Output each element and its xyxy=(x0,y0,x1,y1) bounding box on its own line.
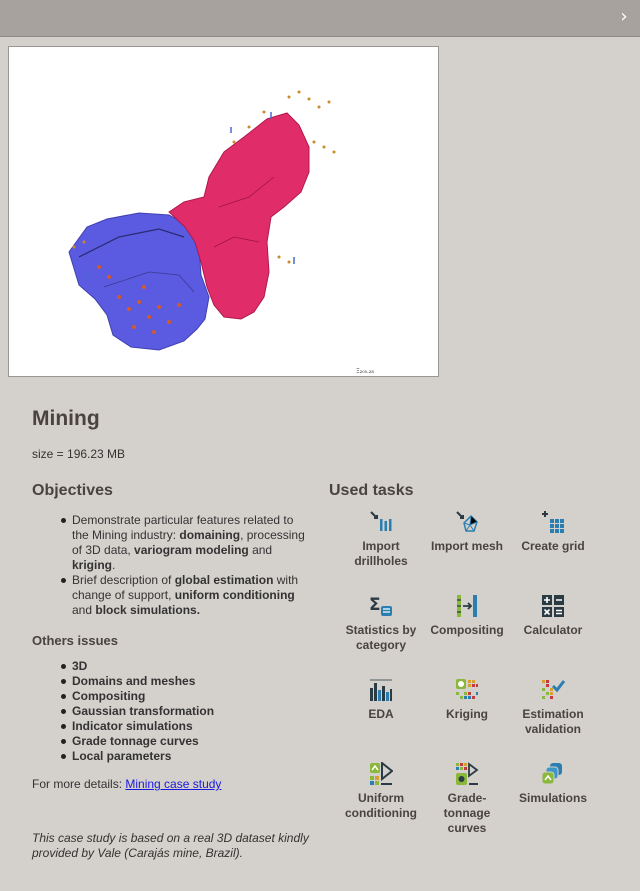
issue-item: Indicator simulations xyxy=(60,719,214,734)
task-compositing[interactable] xyxy=(427,594,507,638)
eda-icon xyxy=(369,678,393,702)
objective-keyword: uniform conditioning xyxy=(174,588,295,602)
task-import-mesh[interactable] xyxy=(427,510,507,554)
task-calculator[interactable] xyxy=(513,594,593,638)
task-label: Uniform conditioning xyxy=(345,791,417,820)
task-grade-tonnage-curves[interactable] xyxy=(427,762,507,836)
objective-keyword: block simulations. xyxy=(95,603,201,617)
svg-text:Σ: Σ xyxy=(369,595,381,615)
objective-keyword: variogram modeling xyxy=(134,543,249,557)
dataset-note: This case study is based on a real 3D dataset kindly provided by Vale (Carajás mine, Brazil). xyxy=(32,831,309,860)
top-bar xyxy=(0,0,640,37)
objective-text: and xyxy=(72,603,96,617)
issue-item: 3D xyxy=(60,659,214,674)
task-label: Grade-tonnage curves xyxy=(443,791,491,835)
task-label: Compositing xyxy=(430,623,504,637)
task-label: Create grid xyxy=(521,539,585,553)
issue-item: Domains and meshes xyxy=(60,674,214,689)
issue-item: Local parameters xyxy=(60,749,214,764)
task-statistics-by-category[interactable] xyxy=(341,594,421,653)
task-simulations[interactable] xyxy=(513,762,593,806)
objective-keyword: domaining xyxy=(179,528,241,542)
task-kriging[interactable] xyxy=(427,678,507,722)
calculator-icon xyxy=(541,594,565,618)
grade-tonnage-curves-icon xyxy=(455,762,479,786)
import-mesh-icon xyxy=(455,510,479,534)
objective-text: Demonstrate particular features related to the Mining industry: xyxy=(72,513,294,542)
task-label: Calculator xyxy=(523,623,583,637)
simulations-icon xyxy=(541,762,565,786)
task-label: Kriging xyxy=(446,707,488,721)
chevron-right-icon[interactable]: › xyxy=(620,6,628,27)
statistics-by-category-icon xyxy=(369,594,393,618)
objective-keyword: global estimation xyxy=(174,573,274,587)
preview-image xyxy=(8,46,439,377)
kriging-icon xyxy=(455,678,479,702)
objectives-heading: Objectives xyxy=(32,482,113,499)
objective-text: and xyxy=(248,543,273,557)
task-label: EDA xyxy=(368,707,394,721)
issues-heading: Others issues xyxy=(32,633,118,648)
estimation-validation-icon xyxy=(541,678,565,702)
page-title: Mining xyxy=(32,407,100,430)
scale-label: Ξ₂₀₀.₂₈ xyxy=(356,368,374,375)
issue-item: Grade tonnage curves xyxy=(60,734,214,749)
details-prefix: For more details: xyxy=(32,777,126,791)
objective-text: with change of support, xyxy=(72,573,299,602)
uniform-conditioning-icon xyxy=(369,762,393,786)
issue-item: Compositing xyxy=(60,689,214,704)
mining-case-study-link[interactable]: Mining case study xyxy=(125,777,222,791)
objectives-list xyxy=(60,513,310,618)
create-grid-icon xyxy=(541,510,565,534)
task-label: Import drillholes xyxy=(354,539,408,568)
objective-keyword: kriging xyxy=(72,558,113,572)
mining-3d-model-image xyxy=(9,47,438,376)
task-import-drillholes[interactable] xyxy=(341,510,421,569)
objective-item xyxy=(60,573,310,618)
task-eda[interactable] xyxy=(341,678,421,722)
objective-text: . xyxy=(112,558,116,572)
details-line xyxy=(32,777,221,791)
task-estimation-validation[interactable] xyxy=(513,678,593,737)
objective-text: Brief description of xyxy=(72,573,175,587)
issue-item: Gaussian transformation xyxy=(60,704,214,719)
task-create-grid[interactable] xyxy=(513,510,593,554)
compositing-icon xyxy=(455,594,479,618)
task-label: Simulations xyxy=(518,791,587,805)
task-label: Estimation validation xyxy=(522,707,584,736)
objective-item xyxy=(60,513,310,573)
task-label: Import mesh xyxy=(430,539,503,553)
task-label: Statistics by category xyxy=(345,623,417,652)
issues-list xyxy=(60,659,214,764)
used-tasks-heading: Used tasks xyxy=(329,482,414,499)
size-text: size = 196.23 MB xyxy=(32,447,126,461)
import-drillholes-icon xyxy=(369,510,393,534)
objective-text: , processing of 3D data, xyxy=(72,528,305,557)
task-uniform-conditioning[interactable] xyxy=(341,762,421,821)
